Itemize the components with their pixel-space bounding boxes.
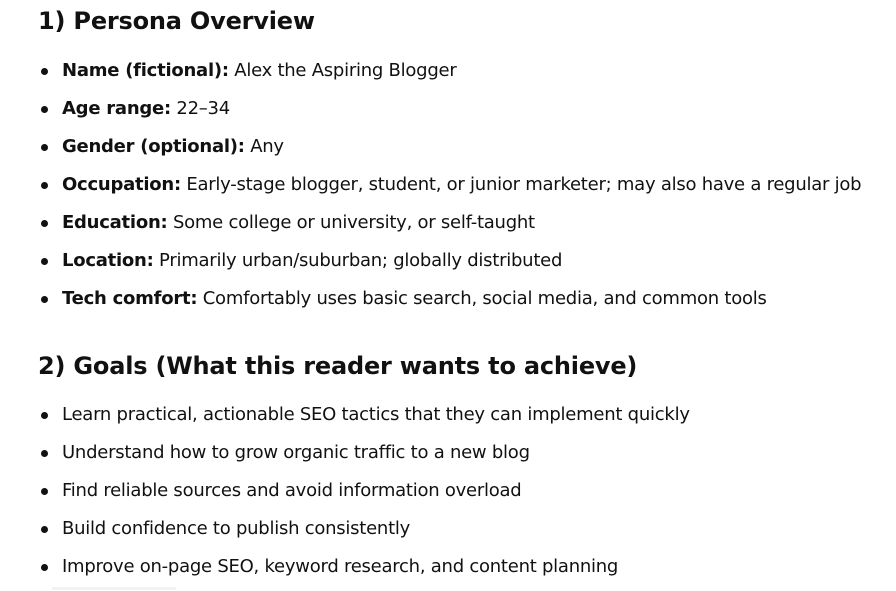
item-text: Find reliable sources and avoid information overload	[62, 480, 522, 501]
bullet-icon	[41, 488, 48, 495]
item-value: 22–34	[170, 98, 230, 119]
list-item	[38, 247, 861, 285]
item-label: Age range:	[62, 98, 171, 119]
list-item	[38, 171, 861, 209]
bullet-icon	[41, 564, 48, 571]
bullet-icon	[41, 450, 48, 457]
bullet-icon	[41, 182, 48, 189]
bullet-icon	[41, 106, 48, 113]
item-label: Tech comfort:	[62, 288, 198, 309]
list-item	[38, 477, 690, 515]
item-label: Occupation:	[62, 174, 181, 195]
item-label: Location:	[62, 250, 154, 271]
goals-list	[38, 401, 690, 591]
bullet-icon	[41, 144, 48, 151]
item-value: Alex the Aspiring Blogger	[228, 60, 457, 81]
list-item	[38, 133, 861, 171]
list-item	[38, 515, 690, 553]
bullet-icon	[41, 526, 48, 533]
item-value: Some college or university, or self-taught	[167, 212, 535, 233]
persona-overview-list	[38, 57, 861, 323]
list-item	[38, 57, 861, 95]
bullet-icon	[41, 412, 48, 419]
list-item	[38, 209, 861, 247]
list-item	[38, 285, 861, 323]
item-value: Any	[244, 136, 284, 157]
bullet-icon	[41, 258, 48, 265]
item-label: Name (fictional):	[62, 60, 229, 81]
list-item	[38, 553, 690, 591]
bullet-icon	[41, 220, 48, 227]
list-item	[38, 401, 690, 439]
bullet-icon	[41, 296, 48, 303]
item-text: Build confidence to publish consistently	[62, 518, 411, 539]
bullet-icon	[41, 68, 48, 75]
list-item	[38, 439, 690, 477]
item-text: Improve on-page SEO, keyword research, and content planning	[62, 556, 619, 577]
item-value: Primarily urban/suburban; globally distributed	[153, 250, 563, 271]
item-label: Education:	[62, 212, 168, 233]
item-value: Early-stage blogger, student, or junior marketer; may also have a regular job	[180, 174, 862, 195]
item-text: Learn practical, actionable SEO tactics that they can implement quickly	[62, 404, 690, 425]
section-heading-goals: 2) Goals (What this reader wants to achieve)	[38, 352, 638, 380]
list-item	[38, 95, 861, 133]
item-label: Gender (optional):	[62, 136, 245, 157]
item-text: Understand how to grow organic traffic to a new blog	[62, 442, 530, 463]
section-heading-persona-overview: 1) Persona Overview	[38, 7, 315, 35]
item-value: Comfortably uses basic search, social media, and common tools	[197, 288, 767, 309]
